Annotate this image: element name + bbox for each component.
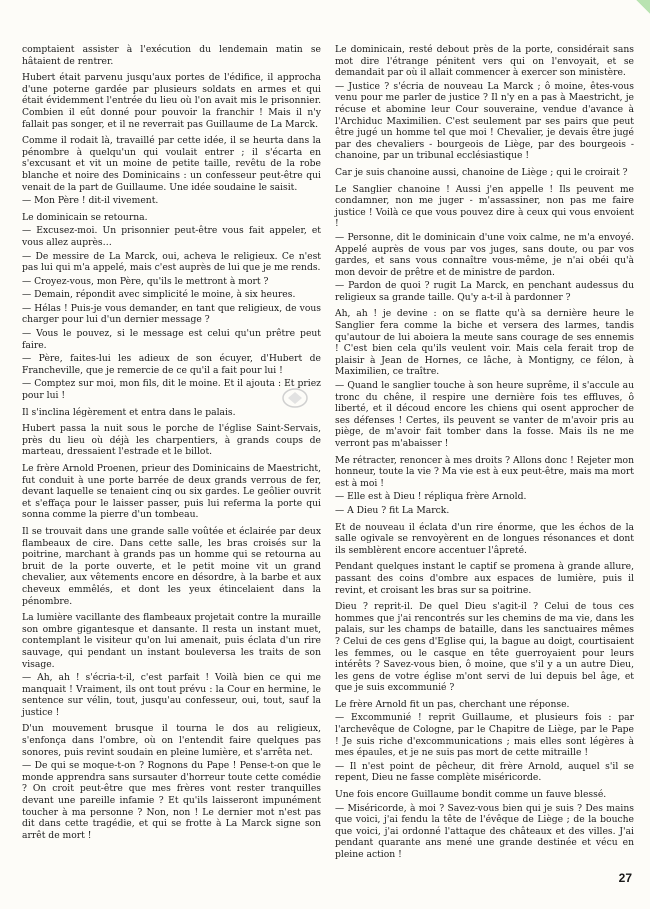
paragraph: Le dominicain, resté debout près de la porte, considérait sans mot dire l'étrange pénitent vers qui on l'envoyait, et se demandait par où il allait commencer à exercer son ministère.: [335, 44, 634, 79]
paragraph: Car je suis chanoine aussi, chanoine de Liège ; qui le croirait ?: [335, 166, 628, 178]
paragraph: — Vous le pouvez, si le message est celui qu'un prêtre peut faire.: [22, 328, 321, 351]
paragraph: — De messire de La Marck, oui, acheva le religieux. Ce n'est pas lui qui m'a appelé, mais c'est auprès de lui que je me rends.: [22, 250, 321, 274]
left-column: [22, 44, 321, 841]
watermark-icon: [281, 387, 309, 409]
paragraph: — A Dieu ? fit La Marck.: [335, 504, 450, 516]
right-column: [335, 44, 634, 860]
paragraph: — Ah, ah ! s'écria-t-il, c'est parfait ! Voilà bien ce qui me manquait ! Vraiment, ils ont tout prévu : la Cour en hermine, le sentence sur vélin, tout, jusqu'au confesseur, oui, tout, sauf la justice !: [22, 672, 321, 718]
paragraph: Hubert était parvenu jusqu'aux portes de l'édifice, il approcha d'une poterne gardée par plusieurs soldats en armes et qui était évidemment l'entrée du lieu où l'on avait mis le prisonnier. Combien il eût donné pour pouvoir la franchir ! Mais il n'y fallait pas songer, et il ne reverrait pas Guillaume de La Marck.: [22, 72, 321, 130]
paragraph: — Miséricorde, à moi ? Savez-vous bien qui je suis ? Des mains que voici, j'ai fendu la tête de l'évêque de Liège ; de la bouche que voici, j'ai ordonné l'attaque des châteaux et des villes. J'ai pendant quarante ans mené une grande destinée et vécu en pleine action !: [335, 802, 634, 860]
paragraph: Il se trouvait dans une grande salle voûtée et éclairée par deux flambeaux de cire. Dans cette salle, les bras croisés sur la poitrine, marchant à grands pas un homme qui se retourna au bruit de la porte ouverte, et le petit moine vit un grand chevalier, aux vêtements encore en désordre, à la barbe et aux cheveux emmêlés, et dont les yeux étincelaient dans la pénombre.: [22, 525, 321, 607]
paragraph: Et de nouveau il éclata d'un rire énorme, que les échos de la salle ogivale se renvoyèrent en de longues résonances et dont ils semblèrent encore accentuer l'âpreté.: [335, 521, 634, 556]
paragraph: — Hélas ! Puis-je vous demander, en tant que religieux, de vous charger pour lui d'un dernier message ?: [22, 302, 321, 326]
paragraph: — Justice ? s'écria de nouveau La Marck ; ô moine, êtes-vous venu pour me parler de justice ? Il n'y en a pas à Maestricht, je récuse et abomine leur Cour souveraine, vendue d'avance à l'Archiduc Maximilien. C'est seulement par ses pairs que peut être jugé un homme tel que moi ! Chevalier, je devais être jugé par des chevaliers - bourgeois de Liège, par des bourgeois - chanoine, par un tribunal ecclésiastique !: [335, 80, 634, 162]
paragraph: Il s'inclina légèrement et entra dans le palais.: [22, 406, 236, 418]
paragraph: Le frère Arnold fit un pas, cherchant une réponse.: [335, 698, 570, 710]
paragraph: D'un mouvement brusque il tourna le dos au religieux, s'enfonça dans l'ombre, où on l'entendit faire quelques pas sonores, puis revint soudain en pleine lumière, et s'arrêta net.: [22, 723, 321, 758]
paragraph: Comme il rodait là, travaillé par cette idée, il se heurta dans la pénombre à quelqu'un qui voulait entrer ; il s'écarta en s'excusant et vit un moine de petite taille, revêtu de la robe blanche et noire des Dominicains : un confesseur peut-être qui venait de la part de Guillaume. Une idée soudaine le saisit.: [22, 135, 321, 193]
paragraph: — Comptez sur moi, mon fils, dit le moine. Et il ajouta : Et priez pour lui !: [22, 378, 321, 402]
page-number: 27: [618, 871, 632, 885]
paragraph: comptaient assister à l'exécution du lendemain matin se hâtaient de rentrer.: [22, 44, 321, 67]
paragraph: Le dominicain se retourna.: [22, 211, 148, 223]
paragraph: Une fois encore Guillaume bondit comme un fauve blessé.: [335, 789, 607, 801]
paragraph: La lumière vacillante des flambeaux projetait contre la muraille son ombre gigantesque et dansante. Il resta un instant muet, contemplant le visiteur qu'on lui amenait, puis éclata d'un rire sauvage, qui pendant un instant bouleversa les traits de son visage.: [22, 612, 321, 670]
paragraph: Pendant quelques instant le captif se promena à grande allure, passant des coins d'ombre aux espaces de lumière, puis il revint, et croisant les bras sur sa poitrine.: [335, 561, 634, 596]
paragraph: — Excommunié ! reprit Guillaume, et plusieurs fois : par l'archevêque de Cologne, par le Chapitre de Liège, par le Pape ! Je suis riche d'excommunications ; mais elles sont légères à mes épaules, et je ne suis pas mort de cette mitraille !: [335, 712, 634, 759]
paragraph: — Personne, dit le dominicain d'une voix calme, ne m'a envoyé. Appelé auprès de vous par vos juges, sans doute, ou par vos gardes, et sans vous connaître vous-même, je n'ai obéi qu'à mon devoir de prêtre et de ministre de pardon.: [335, 231, 634, 278]
paragraph: Le frère Arnold Proenen, prieur des Dominicains de Maestricht, fut conduit à une porte barrée de deux grands verrous de fer, devant laquelle se tenaient cinq ou six gardes. Le geôlier ouvrit et s'effaça pour le laisser passer, puis lui referma la porte qui sonna comme la pierre d'un tombeau.: [22, 463, 321, 521]
paragraph: — Père, faites-lui les adieux de son écuyer, d'Hubert de Francheville, que je remercie de ce qu'il a fait pour lui !: [22, 353, 321, 376]
text-columns: [22, 44, 634, 860]
paragraph: — Elle est à Dieu ! répliqua frère Arnold.: [335, 491, 527, 503]
paragraph: — Mon Père ! dit-il vivement.: [22, 195, 159, 207]
paragraph: — Croyez-vous, mon Père, qu'ils le mettront à mort ?: [22, 275, 269, 287]
paragraph: — Quand le sanglier touche à son heure suprême, il s'accule au tronc du chêne, il respire une dernière fois tes effluves, ô liberté, et il découd encore les chiens qui osent approcher de ses défenses ! Certes, ils peuvent se vanter de m'avoir pris au piège, de m'avoir fait tomber dans la fosse. Mais ils ne me verront pas m'abaisser !: [335, 380, 634, 449]
paragraph: Hubert passa la nuit sous le porche de l'église Saint-Servais, près du lieu où déjà les charpentiers, à grands coups de marteau, dressaient l'estrade et le billot.: [22, 423, 321, 458]
paragraph: Ah, ah ! je devine : on se flatte qu'à sa dernière heure le Sanglier fera comme la biche et versera des larmes, tandis qu'autour de lui aboiera la meute sans courage de ses ennemis ! C'est bien cela qu'ils veulent voir. Mais cela ferait trop de plaisir à Jean de Hornes, ce lâche, à Montigny, ce félon, à Maximilien, ce traître.: [335, 308, 634, 378]
paragraph: — Demain, répondit avec simplicité le moine, à six heures.: [22, 289, 296, 301]
paragraph: — De qui se moque-t-on ? Rognons du Pape ! Pense-t-on que le monde apprendra sans sursauter d'horreur toute cette comédie ? On croit peut-être que mes frères vont rester tranquilles devant une pareille infamie ? Et qu'ils laisseront impunément toucher à ma personne ? Non, non ! Le dernier mot n'est pas dit dans cette tragédie, et qui se frotte à La Marck signe son arrêt de mort !: [22, 760, 321, 841]
paragraph: Le Sanglier chanoine ! Aussi j'en appelle ! Ils peuvent me condamner, non me juger - m'assassiner, non pas me faire justice ! Voilà ce que vous pouvez dire à ceux qui vous envoient !: [335, 183, 634, 230]
paragraph: Me rétracter, renoncer à mes droits ? Allons donc ! Rejeter mon honneur, toute la vie ? Ma vie est à eux peut-être, mais ma mort est à moi !: [335, 454, 634, 489]
paragraph: — Pardon de quoi ? rugit La Marck, en penchant audessus du religieux sa grande taille. Qu'y a-t-il à pardonner ?: [335, 280, 634, 303]
paragraph: Dieu ? reprit-il. De quel Dieu s'agit-il ? Celui de tous ces hommes que j'ai rencontrés sur les chemins de ma vie, dans les palais, sur les champs de bataille, dans les sanctuaires mêmes ? Celui de ces gens d'Eglise qui, la bague au doigt, courtisaient les femmes, ou le casque en tête guerroyaient pour leurs intérêts ? Savez-vous bien, ô moine, que s'il y a un autre Dieu, les gens de votre église m'ont servi de lui depuis bel âge, et que je suis excommunié ?: [335, 601, 634, 694]
corner-color-tab: [636, 0, 650, 14]
paragraph: — Il n'est point de pêcheur, dit frère Arnold, auquel s'il se repent, Dieu ne fasse complète miséricorde.: [335, 760, 634, 784]
paragraph: — Excusez-moi. Un prisonnier peut-être vous fait appeler, et vous allez auprès…: [22, 225, 321, 248]
